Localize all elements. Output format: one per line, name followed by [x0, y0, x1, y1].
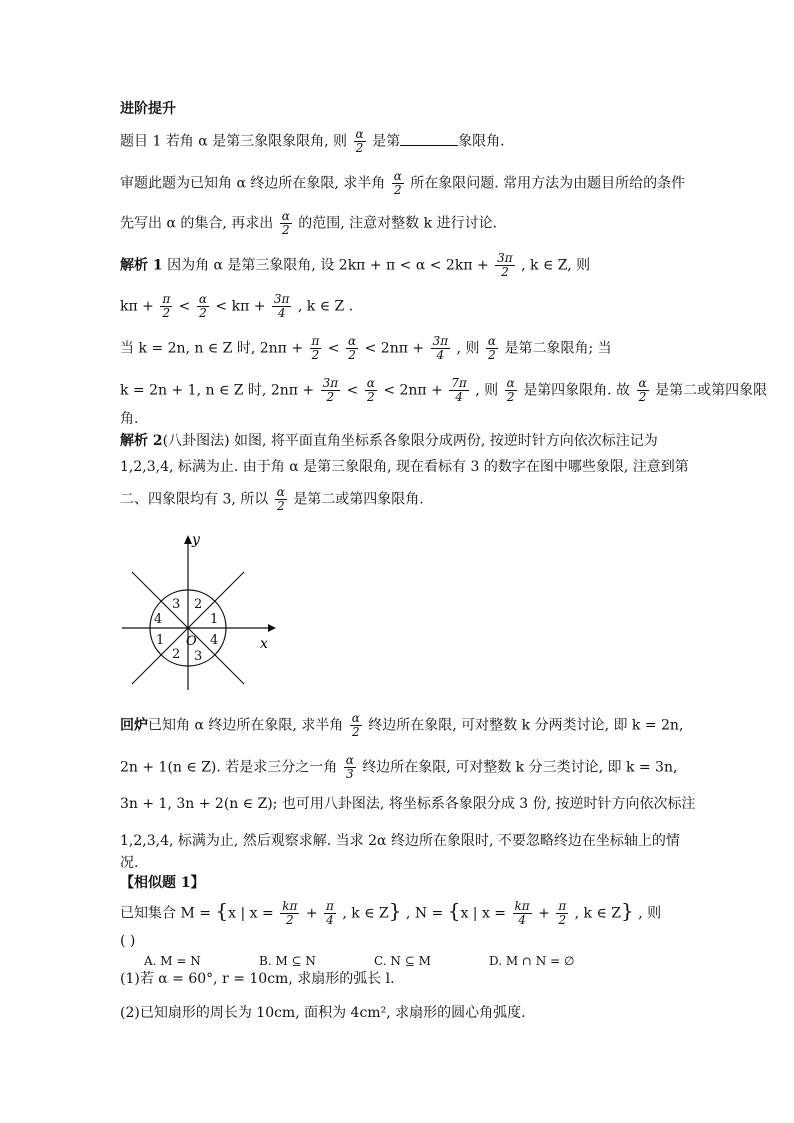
sub-question-1: (1)若 α = 60°, r = 10cm, 求扇形的弧长 l.	[120, 971, 395, 987]
x-axis-label: x	[260, 636, 268, 652]
review-line-1: 回炉已知角 α 终边所在象限, 求半角 $\frac{\alpha}{2}$ 终边所在象限, 可对整数 k 分两类讨论, 即 k = 2n,	[120, 711, 684, 739]
solution-1-label: 解析 1	[120, 257, 163, 274]
review-line-3: 3n + 1, 3n + 2(n ∈ Z); 也可用八卦图法, 将坐标系各象限分成 3 份, 按逆时针方向依次标注	[120, 796, 696, 812]
similar-question-line-1: 已知集合 M = {x | x = $\frac{k\pi}{2}$ + $\frac{\pi}{4}$ , k ∈ Z} , N = {x | x = $\frac{k\pi}{4}$ + $\frac{\pi}{2}$ , k ∈ Z} , 则	[120, 898, 662, 927]
solution-2-line-2: 1,2,3,4, 标满为止. 由于角 α 是第三象限角, 现在看标有 3 的数字在图中哪些象限, 注意到第	[120, 459, 689, 475]
sector-label: 1	[156, 633, 165, 648]
solution-1-line-3: 当 k = 2n, n ∈ Z 时, 2nπ + $\frac{\pi}{2}$ < $\frac{\alpha}{2}$ < 2nπ + $\frac{3\pi}{4}$ , 则 $\frac{\alpha}{2}$ 是第二象限角; 当	[120, 334, 612, 362]
sector-label: 4	[210, 633, 219, 648]
q1-prefix: 题目 1 若角 α 是第三象限象限角, 则	[120, 133, 348, 150]
answer-blank[interactable]	[400, 133, 458, 146]
x-axis-arrow-icon	[268, 624, 276, 632]
review-line-2: 2n + 1(n ∈ Z). 若是求三分之一角 $\frac{\alpha}{3}$ 终边所在象限, 可对整数 k 分三类讨论, 即 k = 3n,	[120, 753, 678, 781]
solution-1-line-4: k = 2n + 1, n ∈ Z 时, 2nπ + $\frac{3\pi}{2}$ < $\frac{\alpha}{2}$ < 2nπ + $\frac{7\pi}{4}$ , 则 $\frac{\alpha}{2}$ 是第四象限角. 故 $\frac{\alpha}{2}$ 是第二或第四象限	[120, 376, 768, 404]
sector-label: 3	[194, 649, 203, 664]
q1-mid: 是第	[372, 133, 401, 150]
option-d[interactable]: D. M ∩ N = ∅	[489, 954, 575, 968]
question-1	[120, 128, 505, 155]
solution-2-line-3: 二、四象限均有 3, 所以 $\frac{\alpha}{2}$ 是第二或第四象限角.	[120, 485, 424, 513]
sector-label: 3	[172, 597, 181, 612]
answer-options	[120, 952, 604, 970]
similar-question-title: 【相似题 1】	[120, 875, 205, 891]
sector-label: 2	[172, 647, 181, 662]
q1-fraction: $\frac{\alpha}{2}$	[355, 127, 364, 155]
option-a[interactable]: A. M = N	[144, 954, 201, 968]
analysis-line-2: 先写出 α 的集合, 再求出 $\frac{\alpha}{2}$ 的范围, 注意对整数 k 进行讨论.	[120, 209, 498, 237]
q1-suffix: 象限角.	[458, 133, 505, 150]
solution-1-line-2: kπ + $\frac{\pi}{2}$ < $\frac{\alpha}{2}$ < kπ + $\frac{3\pi}{4}$ , k ∈ Z .	[120, 292, 354, 320]
solution-1-line-5: 角.	[120, 411, 139, 427]
eight-trigram-diagram	[120, 530, 280, 695]
origin-label: O	[186, 634, 197, 649]
sector-label: 2	[194, 597, 203, 612]
section-title: 进阶提升	[120, 101, 176, 117]
solution-2-line-1: 解析 2(八卦图法) 如图, 将平面直角坐标系各象限分成两份, 按逆时针方向依次标注记为	[120, 433, 658, 449]
solution-1-line-1: 解析 1 因为角 α 是第三象限角, 设 2kπ + π < α < 2kπ + $\frac{3\pi}{2}$ , k ∈ Z, 则	[120, 251, 591, 279]
review-line-4: 1,2,3,4, 标满为止, 然后观察求解. 当求 2α 终边所在象限时, 不要忽略终边在坐标轴上的情	[120, 833, 680, 849]
sector-label: 4	[154, 612, 163, 627]
y-axis-label: y	[192, 532, 200, 548]
analysis-line-1: 审题此题为已知角 α 终边所在象限, 求半角 $\frac{\alpha}{2}$ 所在象限问题. 常用方法为由题目所给的条件	[120, 169, 686, 197]
sub-question-2: (2)已知扇形的周长为 10cm, 面积为 4cm², 求扇形的圆心角弧度.	[120, 1005, 526, 1021]
y-axis-arrow-icon	[184, 535, 192, 544]
option-b[interactable]: B. M ⊆ N	[259, 954, 316, 968]
option-c[interactable]: C. N ⊆ M	[374, 954, 431, 968]
sector-label: 1	[210, 612, 219, 627]
review-line-5: 况.	[120, 855, 139, 871]
solution-2-label: 解析 2	[120, 433, 163, 449]
review-label: 回炉	[120, 717, 148, 734]
similar-question-paren: ( )	[120, 933, 136, 949]
